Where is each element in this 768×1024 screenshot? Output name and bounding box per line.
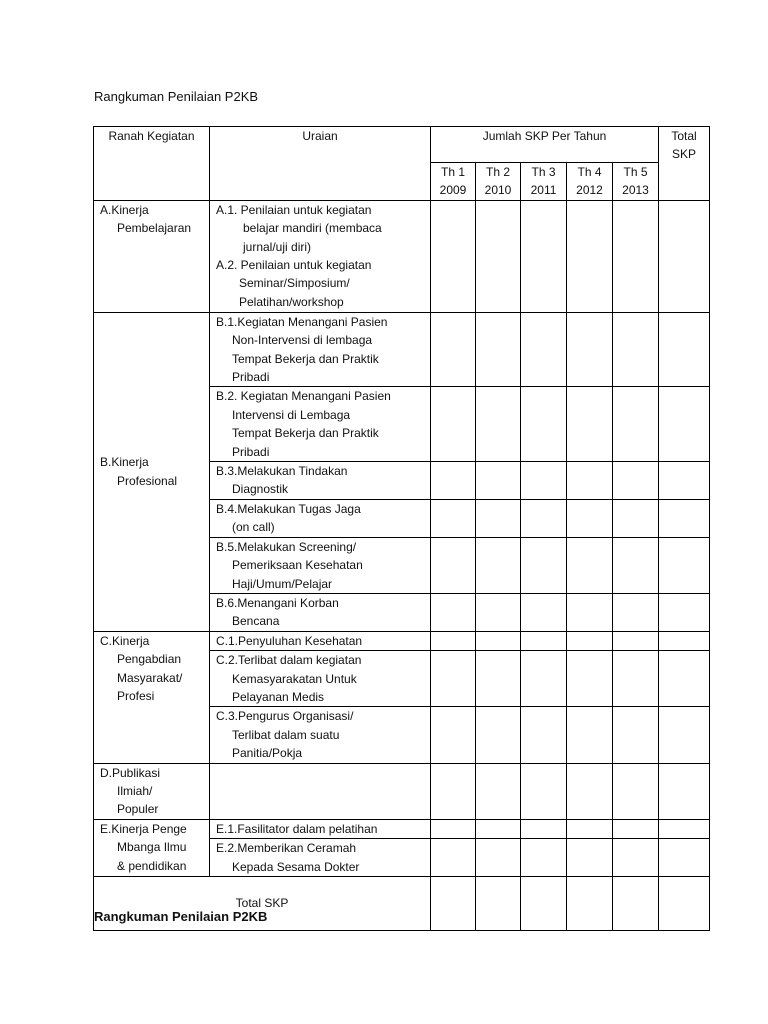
total-skp-label: Total SKP [94, 877, 431, 931]
header-uraian: Uraian [210, 127, 431, 201]
category-c: C.Kinerja Pengabdian Masyarakat/ Profesi [94, 631, 210, 763]
header-year-3: Th 3 2011 [521, 163, 567, 201]
item-a: A.1. Penilaian untuk kegiatan belajar mandiri (membaca jurnal/uji diri) A.2. Penilaian untuk kegiatan Seminar/Simposium/ Pelatihan/workshop [210, 200, 431, 312]
item-e1: E.1.Fasilitator dalam pelatihan [210, 819, 431, 838]
header-year-1: Th 1 2009 [431, 163, 476, 201]
item-d [210, 763, 431, 819]
item-b6: B.6.Menangani Korban Bencana [210, 593, 431, 631]
table-row [94, 819, 710, 838]
table-row [94, 312, 710, 387]
table-row [94, 200, 710, 312]
item-c2: C.2.Terlibat dalam kegiatan Kemasyarakatan Untuk Pelayanan Medis [210, 651, 431, 707]
header-year-4: Th 4 2012 [567, 163, 613, 201]
header-total-skp: Total SKP [659, 127, 710, 201]
page-title: Rangkuman Penilaian P2KB [94, 89, 259, 104]
header-ranah: Ranah Kegiatan [94, 127, 210, 201]
page-footer-title: Rangkuman Penilaian P2KB [94, 909, 268, 924]
item-b2: B.2. Kegiatan Menangani Pasien Intervensi di Lembaga Tempat Bekerja dan Praktik Pribadi [210, 387, 431, 462]
header-year-2: Th 2 2010 [476, 163, 521, 201]
category-b: B.Kinerja Profesional [94, 312, 210, 631]
item-b1: B.1.Kegiatan Menangani Pasien Non-Intervensi di lembaga Tempat Bekerja dan Praktik Pribadi [210, 312, 431, 387]
table-row [94, 763, 710, 819]
skp-table [93, 126, 710, 931]
item-e2: E.2.Memberikan Ceramah Kepada Sesama Dokter [210, 839, 431, 877]
item-b5: B.5.Melakukan Screening/ Pemeriksaan Kesehatan Haji/Umum/Pelajar [210, 537, 431, 593]
header-jumlah-skp: Jumlah SKP Per Tahun [431, 127, 659, 163]
category-d: D.Publikasi Ilmiah/ Populer [94, 763, 210, 819]
category-e: E.Kinerja Penge Mbanga Ilmu & pendidikan [94, 819, 210, 876]
table-row [94, 631, 710, 650]
header-year-5: Th 5 2013 [613, 163, 659, 201]
item-b4: B.4.Melakukan Tugas Jaga (on call) [210, 499, 431, 537]
item-c1: C.1.Penyuluhan Kesehatan [210, 631, 431, 650]
item-c3: C.3.Pengurus Organisasi/ Terlibat dalam suatu Panitia/Pokja [210, 707, 431, 763]
category-a: A.Kinerja Pembelajaran [94, 200, 210, 312]
item-b3: B.3.Melakukan Tindakan Diagnostik [210, 462, 431, 500]
